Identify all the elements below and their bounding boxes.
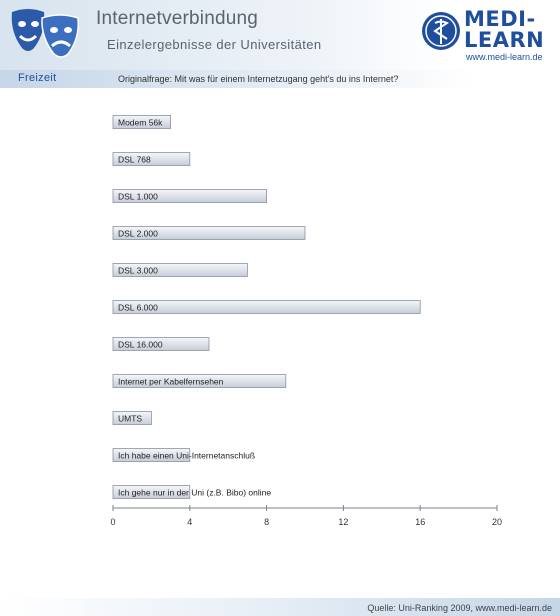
bar-label: UMTS [118, 413, 143, 424]
bar-chart [0, 92, 560, 542]
x-tick-label: 0 [110, 517, 116, 527]
bar-label: Modem 56k [118, 117, 163, 128]
section-label: Freizeit [18, 72, 57, 84]
bar-label: DSL 2.000 [118, 228, 158, 239]
bar-label: Internet per Kabelfernsehen [118, 376, 224, 387]
bar [113, 301, 420, 314]
source-note: Quelle: Uni-Ranking 2009, www.medi-learn.de [367, 603, 552, 613]
bar-label: DSL 1.000 [118, 191, 158, 202]
bar-label: DSL 6.000 [118, 302, 158, 313]
theater-masks-icon [6, 4, 86, 66]
logo-text-line2: LEARN [464, 28, 545, 52]
x-tick-label: 12 [338, 517, 349, 527]
x-tick-label: 8 [264, 517, 270, 527]
x-tick-label: 4 [187, 517, 193, 527]
question-text: Originalfrage: Mit was für einem Internetzugang geht's du ins Internet? [118, 74, 399, 84]
page-title: Internetverbindung [96, 8, 259, 29]
medi-learn-logo[interactable] [420, 8, 554, 64]
bar-label: DSL 768 [118, 154, 151, 165]
caduceus-icon [420, 10, 462, 52]
x-tick-label: 20 [491, 517, 503, 527]
bar-label: Ich gehe nur in der Uni (z.B. Bibo) online [118, 487, 272, 498]
logo-text-line1: MEDI- [464, 7, 536, 31]
bar-label: Ich habe einen Uni-Internetanschluß [118, 450, 256, 461]
bar-label: DSL 16.000 [118, 339, 163, 350]
header-banner [0, 0, 560, 70]
page-subtitle: Einzelergebnisse der Universitäten [107, 37, 322, 52]
x-tick-label: 16 [415, 517, 426, 527]
bar-label: DSL 3.000 [118, 265, 158, 276]
logo-url: www.medi-learn.de [466, 52, 543, 62]
